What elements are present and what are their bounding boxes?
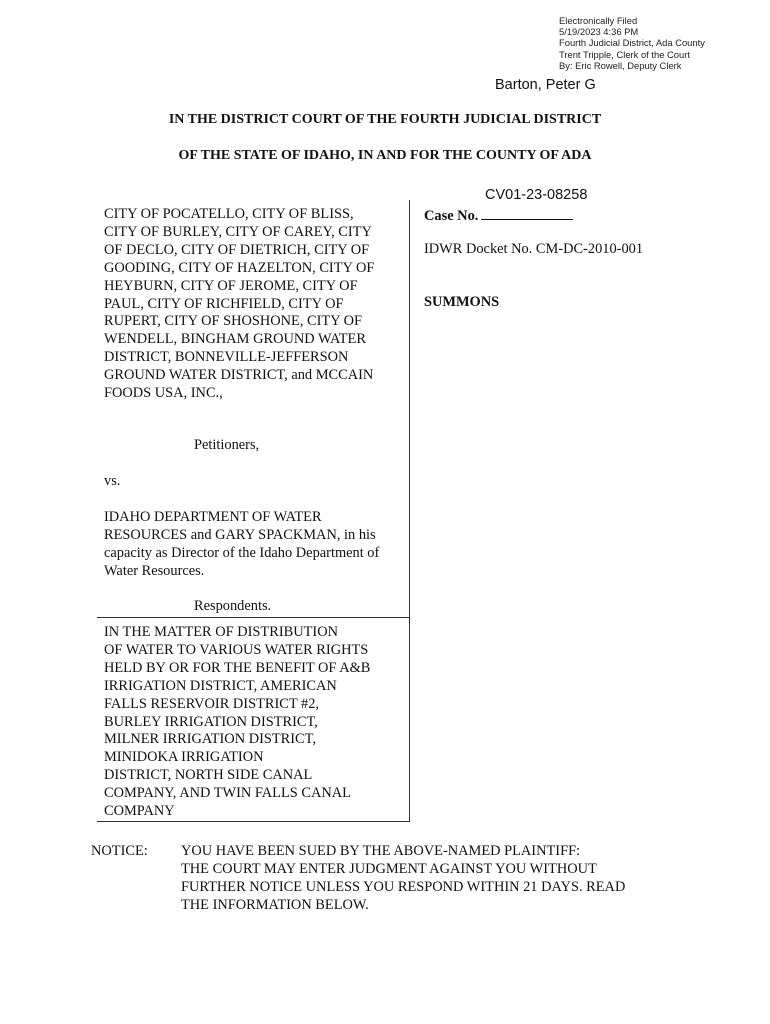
idwr-docket: IDWR Docket No. CM-DC-2010-001 [424, 241, 644, 257]
matter-line: OF WATER TO VARIOUS WATER RIGHTS [104, 641, 369, 658]
caption-divider [97, 617, 410, 618]
petitioner-line: FOODS USA, INC., [104, 385, 223, 402]
petitioners-block [104, 206, 409, 403]
matter-block [104, 624, 409, 821]
matter-line: IN THE MATTER OF DISTRIBUTION [104, 624, 338, 640]
petitioner-line: DISTRICT, BONNEVILLE-JEFFERSON [104, 349, 349, 366]
stamp-line: Fourth Judicial District, Ada County [559, 37, 705, 49]
respondents-role: Respondents. [194, 598, 272, 614]
petitioner-line: PAUL, CITY OF RICHFIELD, CITY OF [104, 295, 344, 312]
caption-vertical-rule [409, 200, 410, 822]
matter-line: IRRIGATION DISTRICT, AMERICAN [104, 677, 337, 694]
respondent-line: IDAHO DEPARTMENT OF WATER [104, 509, 322, 525]
petitioner-line: WENDELL, BINGHAM GROUND WATER [104, 331, 366, 348]
petitioners-role: Petitioners, [194, 437, 260, 453]
case-number: CV01-23-08258 [485, 187, 588, 203]
respondent-line: RESOURCES and GARY SPACKMAN, in his [104, 526, 376, 543]
case-no-blank [481, 205, 573, 220]
matter-line: DISTRICT, NORTH SIDE CANAL [104, 767, 313, 784]
matter-line: MINIDOKA IRRIGATION [104, 749, 264, 766]
petitioner-line: GROUND WATER DISTRICT, and MCCAIN [104, 367, 374, 384]
notice-line: THE COURT MAY ENTER JUDGMENT AGAINST YOU WITHOUT [181, 860, 597, 877]
petitioner-line: CITY OF BURLEY, CITY OF CAREY, CITY [104, 223, 372, 240]
respondent-line: Water Resources. [104, 562, 205, 579]
matter-line: COMPANY [104, 803, 175, 820]
stamp-line: Trent Tripple, Clerk of the Court [559, 48, 690, 60]
petitioner-line: RUPERT, CITY OF SHOSHONE, CITY OF [104, 313, 363, 330]
notice-line: YOU HAVE BEEN SUED BY THE ABOVE-NAMED PLAINTIFF: [181, 843, 581, 859]
respondents-block [104, 509, 409, 581]
assigned-judge: Barton, Peter G [495, 77, 596, 93]
court-heading-line1: IN THE DISTRICT COURT OF THE FOURTH JUDICIAL DISTRICT [168, 112, 602, 127]
matter-line: COMPANY, AND TWIN FALLS CANAL [104, 785, 351, 802]
court-heading-line2: OF THE STATE OF IDAHO, IN AND FOR THE COUNTY OF ADA [178, 148, 592, 163]
filing-stamp [559, 15, 705, 71]
stamp-line: By: Eric Rowell, Deputy Clerk [559, 59, 682, 71]
case-no-label: Case No. [424, 208, 479, 224]
notice-text [181, 843, 625, 915]
matter-line: MILNER IRRIGATION DISTRICT, [104, 731, 316, 748]
petitioner-line: GOODING, CITY OF HAZELTON, CITY OF [104, 259, 375, 276]
matter-line: HELD BY OR FOR THE BENEFIT OF A&B [104, 659, 371, 676]
document-title: SUMMONS [424, 294, 500, 310]
case-no-field [424, 205, 573, 225]
notice-line: THE INFORMATION BELOW. [181, 896, 369, 913]
notice-label: NOTICE: [91, 843, 148, 859]
petitioner-line: CITY OF POCATELLO, CITY OF BLISS, [104, 206, 354, 222]
notice-line: FURTHER NOTICE UNLESS YOU RESPOND WITHIN 21 DAYS. READ [181, 878, 626, 895]
caption-bottom-rule [97, 821, 410, 822]
stamp-line: Electronically Filed [559, 15, 638, 26]
versus: vs. [104, 473, 121, 489]
respondent-line: capacity as Director of the Idaho Department of [104, 544, 380, 561]
matter-line: BURLEY IRRIGATION DISTRICT, [104, 713, 318, 730]
matter-line: FALLS RESERVOIR DISTRICT #2, [104, 695, 319, 712]
petitioner-line: HEYBURN, CITY OF JEROME, CITY OF [104, 277, 358, 294]
stamp-line: 5/19/2023 4:36 PM [559, 26, 639, 38]
petitioner-line: OF DECLO, CITY OF DIETRICH, CITY OF [104, 241, 370, 258]
